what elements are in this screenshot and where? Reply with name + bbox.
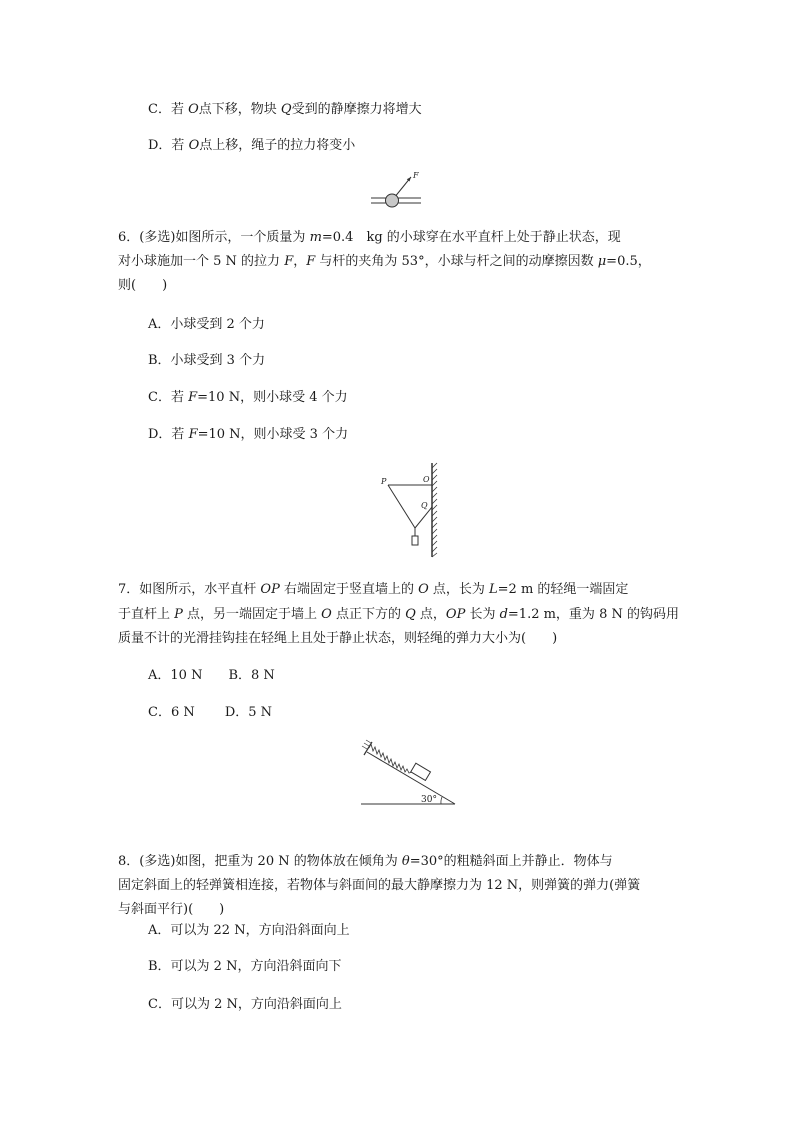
q7-options-cd: C．6 N D．5 N — [148, 705, 273, 720]
incline — [367, 752, 455, 804]
q6-option-c: C．若 F=10 N，则小球受 4 个力 — [148, 390, 348, 405]
spring — [369, 744, 412, 773]
q6-option-d: D．若 F=10 N，则小球受 3 个力 — [148, 427, 349, 442]
q8-option-b: B．可以为 2 N，方向沿斜面向下 — [148, 959, 342, 974]
svg-text:P: P — [381, 477, 387, 486]
q7-stem-line-3: 质量不计的光滑挂钩挂在轻绳上且处于静止状态，则轻绳的弹力大小为( ) — [118, 631, 558, 646]
q7-stem-line-1: 7．如图所示，水平直杆 OP 右端固定于竖直墙上的 O 点，长为 L=2 m 的轻绳一端固定 — [118, 582, 629, 597]
ball — [386, 194, 399, 207]
q8-option-a: A．可以为 22 N，方向沿斜面向上 — [148, 923, 350, 938]
q7-options-ab: A．10 N B．8 N — [148, 668, 275, 683]
q6-stem-line-1: 6．(多选)如图所示，一个质量为 m=0.4 kg 的小球穿在水平直杆上处于静止状态，现 — [118, 230, 621, 245]
angle-arc — [441, 797, 442, 804]
q6-option-a: A．小球受到 2 个力 — [148, 317, 265, 332]
q8-stem-line-1: 8．(多选)如图，把重为 20 N 的物体放在倾角为 θ=30°的粗糙斜面上并静止．物体与 — [118, 854, 613, 869]
q8-stem-line-2: 固定斜面上的轻弹簧相连接，若物体与斜面间的最大静摩擦力为 12 N，则弹簧的弹力(弹簧 — [118, 878, 641, 893]
figure-incline-spring — [355, 735, 460, 810]
angle-label: 30° — [421, 795, 437, 805]
q8-option-c: C．可以为 2 N，方向沿斜面向上 — [148, 997, 342, 1012]
q7-stem-line-2: 于直杆上 P 点，另一端固定于墙上 O 点正下方的 Q 点，OP 长为 d=1.2 m，重为 8 N 的钩码用 — [118, 607, 679, 622]
q6-stem-line-3: 则( ) — [118, 278, 168, 293]
rope-left — [388, 485, 415, 528]
block — [411, 763, 431, 780]
figure-ball-on-rod — [365, 168, 425, 213]
q5-option-d: D．若 O点上移，绳子的拉力将变小 — [148, 138, 356, 153]
label-f: F — [413, 171, 419, 180]
q5-option-c: C．若 O点下移，物块 Q受到的静摩擦力将增大 — [148, 102, 422, 117]
rope-right — [415, 507, 432, 528]
figure-rod-rope-wall — [375, 460, 445, 560]
q6-stem-line-2: 对小球施加一个 5 N 的拉力 F，F 与杆的夹角为 53°，小球与杆之间的动摩擦因数 μ=0.5， — [118, 254, 651, 269]
q6-option-b: B．小球受到 3 个力 — [148, 353, 266, 368]
svg-text:Q: Q — [421, 501, 428, 510]
weight — [412, 536, 418, 545]
q8-stem-line-3: 与斜面平行)( ) — [118, 902, 225, 917]
svg-text:O: O — [423, 475, 430, 484]
